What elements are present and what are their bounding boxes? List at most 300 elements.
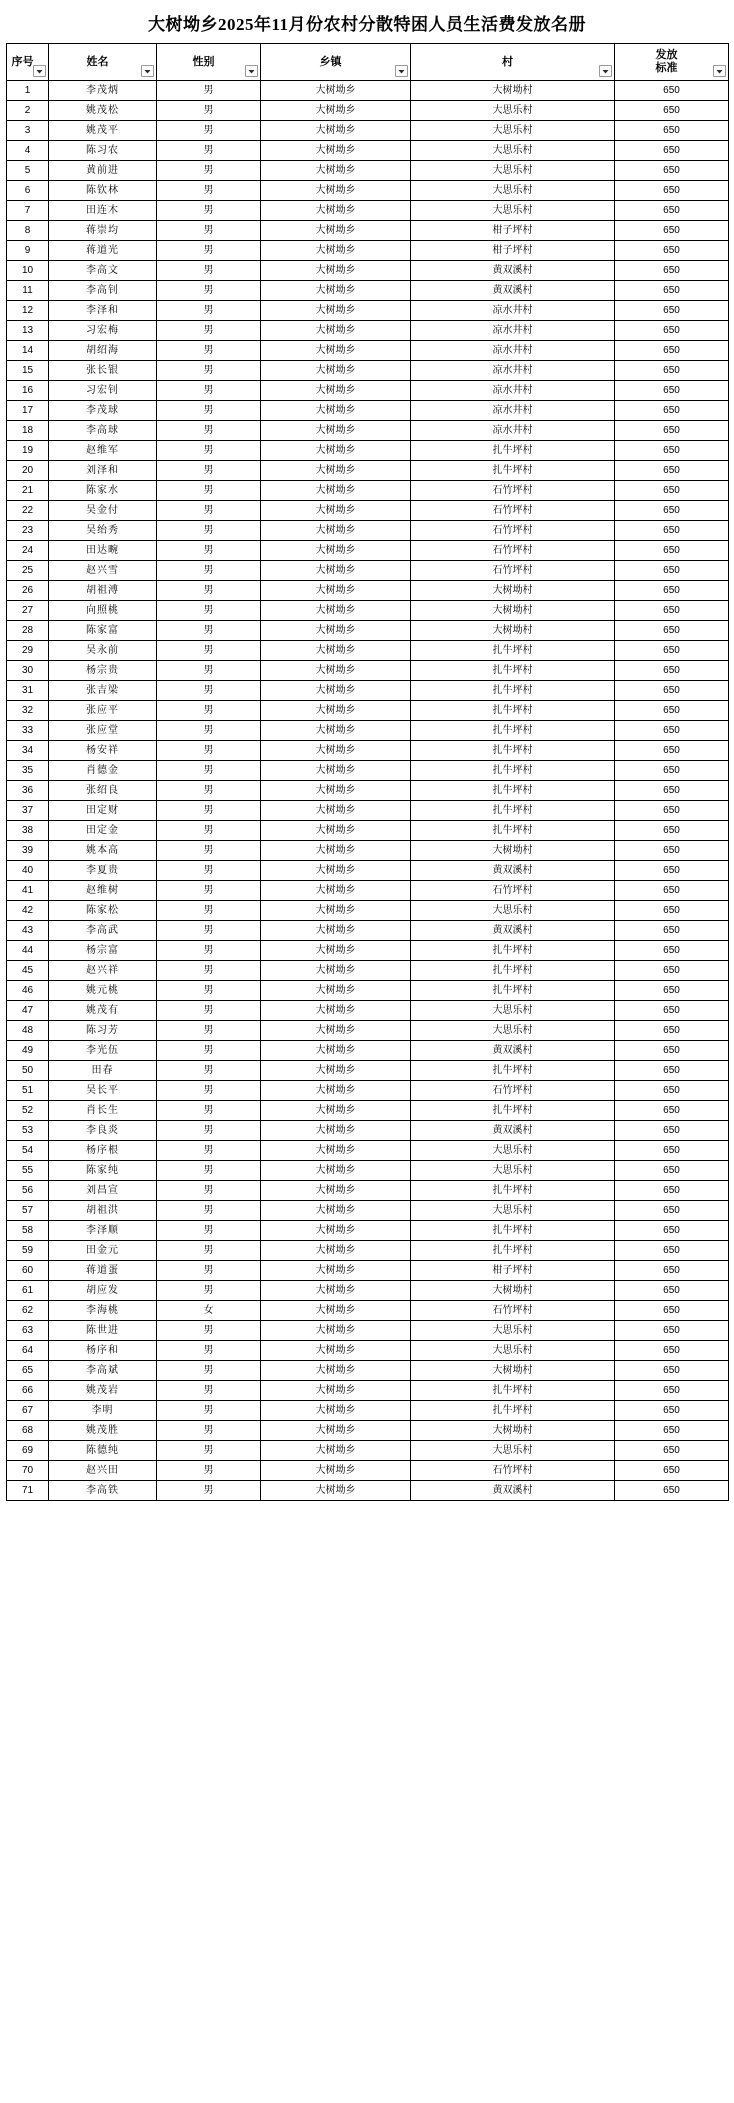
cell-seq[interactable]: 64 (7, 1341, 49, 1361)
cell-vill[interactable]: 扎牛坪村 (411, 641, 615, 661)
cell-town[interactable]: 大树坳乡 (261, 1101, 411, 1121)
table-row[interactable] (7, 1481, 729, 1501)
table-row[interactable] (7, 1081, 729, 1101)
cell-town[interactable]: 大树坳乡 (261, 541, 411, 561)
cell-seq[interactable]: 43 (7, 921, 49, 941)
table-row[interactable] (7, 1001, 729, 1021)
cell-vill[interactable]: 大思乐村 (411, 161, 615, 181)
cell-town[interactable]: 大树坳乡 (261, 1161, 411, 1181)
cell-vill[interactable]: 大树坳村 (411, 621, 615, 641)
cell-name[interactable]: 姚茂松 (49, 101, 157, 121)
table-row[interactable] (7, 141, 729, 161)
cell-std[interactable]: 650 (615, 1081, 729, 1101)
cell-seq[interactable]: 46 (7, 981, 49, 1001)
cell-seq[interactable]: 65 (7, 1361, 49, 1381)
cell-town[interactable]: 大树坳乡 (261, 1341, 411, 1361)
cell-vill[interactable]: 柑子坪村 (411, 221, 615, 241)
cell-name[interactable]: 李明 (49, 1401, 157, 1421)
cell-seq[interactable]: 7 (7, 201, 49, 221)
table-row[interactable] (7, 1361, 729, 1381)
cell-town[interactable]: 大树坳乡 (261, 1361, 411, 1381)
cell-std[interactable]: 650 (615, 541, 729, 561)
cell-seq[interactable]: 59 (7, 1241, 49, 1261)
cell-seq[interactable]: 68 (7, 1421, 49, 1441)
cell-name[interactable]: 李高球 (49, 421, 157, 441)
cell-seq[interactable]: 37 (7, 801, 49, 821)
table-row[interactable] (7, 681, 729, 701)
cell-sex[interactable]: 男 (157, 1181, 261, 1201)
cell-std[interactable]: 650 (615, 521, 729, 541)
cell-vill[interactable]: 黄双溪村 (411, 861, 615, 881)
cell-name[interactable]: 陈钦林 (49, 181, 157, 201)
cell-sex[interactable]: 男 (157, 921, 261, 941)
cell-town[interactable]: 大树坳乡 (261, 761, 411, 781)
cell-town[interactable]: 大树坳乡 (261, 1261, 411, 1281)
cell-town[interactable]: 大树坳乡 (261, 1241, 411, 1261)
cell-sex[interactable]: 男 (157, 1441, 261, 1461)
cell-name[interactable]: 李光伍 (49, 1041, 157, 1061)
cell-vill[interactable]: 大树坳村 (411, 81, 615, 101)
cell-town[interactable]: 大树坳乡 (261, 361, 411, 381)
cell-sex[interactable]: 男 (157, 1221, 261, 1241)
cell-std[interactable]: 650 (615, 1321, 729, 1341)
cell-seq[interactable]: 33 (7, 721, 49, 741)
cell-seq[interactable]: 2 (7, 101, 49, 121)
cell-sex[interactable]: 男 (157, 621, 261, 641)
cell-seq[interactable]: 62 (7, 1301, 49, 1321)
cell-name[interactable]: 习宏梅 (49, 321, 157, 341)
cell-name[interactable]: 刘昌宣 (49, 1181, 157, 1201)
cell-std[interactable]: 650 (615, 181, 729, 201)
cell-name[interactable]: 刘泽和 (49, 461, 157, 481)
cell-name[interactable]: 陈家富 (49, 621, 157, 641)
cell-town[interactable]: 大树坳乡 (261, 81, 411, 101)
cell-name[interactable]: 陈习芳 (49, 1021, 157, 1041)
cell-sex[interactable]: 男 (157, 401, 261, 421)
cell-sex[interactable]: 男 (157, 1061, 261, 1081)
cell-name[interactable]: 田金元 (49, 1241, 157, 1261)
cell-std[interactable]: 650 (615, 321, 729, 341)
cell-sex[interactable]: 男 (157, 1401, 261, 1421)
table-row[interactable] (7, 881, 729, 901)
cell-sex[interactable]: 男 (157, 221, 261, 241)
cell-vill[interactable]: 扎牛坪村 (411, 1401, 615, 1421)
cell-seq[interactable]: 13 (7, 321, 49, 341)
cell-sex[interactable]: 男 (157, 801, 261, 821)
filter-dropdown-icon[interactable] (33, 65, 46, 77)
cell-name[interactable]: 杨序根 (49, 1141, 157, 1161)
table-row[interactable] (7, 901, 729, 921)
cell-seq[interactable]: 50 (7, 1061, 49, 1081)
cell-name[interactable]: 陈习农 (49, 141, 157, 161)
cell-std[interactable]: 650 (615, 1421, 729, 1441)
cell-std[interactable]: 650 (615, 761, 729, 781)
table-row[interactable] (7, 161, 729, 181)
cell-name[interactable]: 赵兴田 (49, 1461, 157, 1481)
cell-std[interactable]: 650 (615, 701, 729, 721)
cell-seq[interactable]: 40 (7, 861, 49, 881)
cell-std[interactable]: 650 (615, 361, 729, 381)
cell-town[interactable]: 大树坳乡 (261, 901, 411, 921)
cell-std[interactable]: 650 (615, 721, 729, 741)
cell-name[interactable]: 姚本高 (49, 841, 157, 861)
cell-name[interactable]: 吴永前 (49, 641, 157, 661)
cell-vill[interactable]: 大思乐村 (411, 101, 615, 121)
cell-sex[interactable]: 男 (157, 541, 261, 561)
table-row[interactable] (7, 321, 729, 341)
cell-sex[interactable]: 男 (157, 301, 261, 321)
table-row[interactable] (7, 481, 729, 501)
cell-sex[interactable]: 女 (157, 1301, 261, 1321)
cell-town[interactable]: 大树坳乡 (261, 641, 411, 661)
cell-sex[interactable]: 男 (157, 661, 261, 681)
cell-std[interactable]: 650 (615, 1341, 729, 1361)
cell-town[interactable]: 大树坳乡 (261, 141, 411, 161)
cell-seq[interactable]: 41 (7, 881, 49, 901)
table-row[interactable] (7, 1321, 729, 1341)
cell-std[interactable]: 650 (615, 861, 729, 881)
cell-std[interactable]: 650 (615, 441, 729, 461)
cell-seq[interactable]: 5 (7, 161, 49, 181)
table-row[interactable] (7, 721, 729, 741)
table-row[interactable] (7, 581, 729, 601)
table-row[interactable] (7, 701, 729, 721)
cell-vill[interactable]: 扎牛坪村 (411, 461, 615, 481)
cell-vill[interactable]: 柑子坪村 (411, 1261, 615, 1281)
cell-seq[interactable]: 14 (7, 341, 49, 361)
cell-name[interactable]: 吴金付 (49, 501, 157, 521)
cell-std[interactable]: 650 (615, 1381, 729, 1401)
table-row[interactable] (7, 421, 729, 441)
cell-name[interactable]: 李泽顺 (49, 1221, 157, 1241)
cell-std[interactable]: 650 (615, 1161, 729, 1181)
cell-seq[interactable]: 23 (7, 521, 49, 541)
cell-seq[interactable]: 35 (7, 761, 49, 781)
cell-seq[interactable]: 24 (7, 541, 49, 561)
cell-std[interactable]: 650 (615, 141, 729, 161)
column-header-vill[interactable] (411, 44, 615, 81)
cell-town[interactable]: 大树坳乡 (261, 101, 411, 121)
table-row[interactable] (7, 781, 729, 801)
cell-vill[interactable]: 扎牛坪村 (411, 741, 615, 761)
cell-seq[interactable]: 15 (7, 361, 49, 381)
table-row[interactable] (7, 201, 729, 221)
table-row[interactable] (7, 1101, 729, 1121)
table-row[interactable] (7, 1221, 729, 1241)
cell-name[interactable]: 赵维军 (49, 441, 157, 461)
cell-sex[interactable]: 男 (157, 1341, 261, 1361)
cell-std[interactable]: 650 (615, 661, 729, 681)
cell-town[interactable]: 大树坳乡 (261, 441, 411, 461)
cell-seq[interactable]: 67 (7, 1401, 49, 1421)
cell-seq[interactable]: 10 (7, 261, 49, 281)
cell-seq[interactable]: 36 (7, 781, 49, 801)
cell-name[interactable]: 赵兴祥 (49, 961, 157, 981)
cell-sex[interactable]: 男 (157, 981, 261, 1001)
cell-name[interactable]: 杨安祥 (49, 741, 157, 761)
cell-sex[interactable]: 男 (157, 1001, 261, 1021)
table-row[interactable] (7, 1461, 729, 1481)
cell-vill[interactable]: 黄双溪村 (411, 1041, 615, 1061)
cell-std[interactable]: 650 (615, 481, 729, 501)
cell-town[interactable]: 大树坳乡 (261, 841, 411, 861)
cell-town[interactable]: 大树坳乡 (261, 1461, 411, 1481)
cell-std[interactable]: 650 (615, 161, 729, 181)
table-row[interactable] (7, 921, 729, 941)
cell-vill[interactable]: 凉水井村 (411, 301, 615, 321)
cell-seq[interactable]: 12 (7, 301, 49, 321)
cell-vill[interactable]: 扎牛坪村 (411, 721, 615, 741)
cell-town[interactable]: 大树坳乡 (261, 861, 411, 881)
table-row[interactable] (7, 1401, 729, 1421)
cell-vill[interactable]: 大思乐村 (411, 201, 615, 221)
cell-seq[interactable]: 25 (7, 561, 49, 581)
cell-vill[interactable]: 大思乐村 (411, 181, 615, 201)
cell-sex[interactable]: 男 (157, 1121, 261, 1141)
cell-std[interactable]: 650 (615, 801, 729, 821)
table-row[interactable] (7, 1241, 729, 1261)
cell-vill[interactable]: 石竹坪村 (411, 881, 615, 901)
cell-name[interactable]: 姚元桃 (49, 981, 157, 1001)
cell-town[interactable]: 大树坳乡 (261, 501, 411, 521)
table-row[interactable] (7, 961, 729, 981)
cell-vill[interactable]: 扎牛坪村 (411, 801, 615, 821)
cell-std[interactable]: 650 (615, 221, 729, 241)
cell-town[interactable]: 大树坳乡 (261, 121, 411, 141)
cell-sex[interactable]: 男 (157, 641, 261, 661)
cell-town[interactable]: 大树坳乡 (261, 1181, 411, 1201)
cell-name[interactable]: 姚茂有 (49, 1001, 157, 1021)
cell-name[interactable]: 李茂炳 (49, 81, 157, 101)
cell-sex[interactable]: 男 (157, 1261, 261, 1281)
cell-vill[interactable]: 扎牛坪村 (411, 961, 615, 981)
cell-sex[interactable]: 男 (157, 1041, 261, 1061)
cell-town[interactable]: 大树坳乡 (261, 621, 411, 641)
cell-std[interactable]: 650 (615, 1441, 729, 1461)
cell-seq[interactable]: 45 (7, 961, 49, 981)
cell-vill[interactable]: 扎牛坪村 (411, 1381, 615, 1401)
table-row[interactable] (7, 741, 729, 761)
cell-std[interactable]: 650 (615, 961, 729, 981)
cell-seq[interactable]: 21 (7, 481, 49, 501)
cell-sex[interactable]: 男 (157, 1141, 261, 1161)
cell-vill[interactable]: 扎牛坪村 (411, 781, 615, 801)
cell-std[interactable]: 650 (615, 781, 729, 801)
cell-vill[interactable]: 大树坳村 (411, 581, 615, 601)
cell-std[interactable]: 650 (615, 681, 729, 701)
cell-seq[interactable]: 1 (7, 81, 49, 101)
table-row[interactable] (7, 841, 729, 861)
cell-seq[interactable]: 28 (7, 621, 49, 641)
cell-sex[interactable]: 男 (157, 1241, 261, 1261)
table-row[interactable] (7, 221, 729, 241)
cell-seq[interactable]: 47 (7, 1001, 49, 1021)
table-row[interactable] (7, 1421, 729, 1441)
cell-sex[interactable]: 男 (157, 121, 261, 141)
cell-sex[interactable]: 男 (157, 1461, 261, 1481)
cell-vill[interactable]: 凉水井村 (411, 421, 615, 441)
cell-std[interactable]: 650 (615, 561, 729, 581)
cell-seq[interactable]: 34 (7, 741, 49, 761)
table-row[interactable] (7, 601, 729, 621)
cell-sex[interactable]: 男 (157, 821, 261, 841)
cell-vill[interactable]: 石竹坪村 (411, 501, 615, 521)
cell-seq[interactable]: 42 (7, 901, 49, 921)
cell-vill[interactable]: 凉水井村 (411, 381, 615, 401)
table-row[interactable] (7, 261, 729, 281)
cell-seq[interactable]: 4 (7, 141, 49, 161)
cell-name[interactable]: 吴绐秀 (49, 521, 157, 541)
cell-std[interactable]: 650 (615, 501, 729, 521)
cell-std[interactable]: 650 (615, 1001, 729, 1021)
cell-vill[interactable]: 柑子坪村 (411, 241, 615, 261)
cell-std[interactable]: 650 (615, 581, 729, 601)
cell-sex[interactable]: 男 (157, 681, 261, 701)
cell-sex[interactable]: 男 (157, 441, 261, 461)
cell-sex[interactable]: 男 (157, 1021, 261, 1041)
cell-seq[interactable]: 39 (7, 841, 49, 861)
cell-std[interactable]: 650 (615, 1281, 729, 1301)
cell-std[interactable]: 650 (615, 901, 729, 921)
cell-town[interactable]: 大树坳乡 (261, 941, 411, 961)
cell-name[interactable]: 胡祖洪 (49, 1201, 157, 1221)
cell-vill[interactable]: 扎牛坪村 (411, 981, 615, 1001)
cell-town[interactable]: 大树坳乡 (261, 1481, 411, 1501)
cell-seq[interactable]: 6 (7, 181, 49, 201)
cell-seq[interactable]: 52 (7, 1101, 49, 1121)
cell-std[interactable]: 650 (615, 1041, 729, 1061)
cell-std[interactable]: 650 (615, 121, 729, 141)
table-row[interactable] (7, 1301, 729, 1321)
cell-sex[interactable]: 男 (157, 1481, 261, 1501)
cell-vill[interactable]: 大思乐村 (411, 901, 615, 921)
cell-vill[interactable]: 凉水井村 (411, 341, 615, 361)
cell-sex[interactable]: 男 (157, 361, 261, 381)
table-row[interactable] (7, 801, 729, 821)
cell-name[interactable]: 李高铁 (49, 1481, 157, 1501)
cell-town[interactable]: 大树坳乡 (261, 1121, 411, 1141)
cell-name[interactable]: 李泽和 (49, 301, 157, 321)
cell-name[interactable]: 杨序和 (49, 1341, 157, 1361)
cell-vill[interactable]: 石竹坪村 (411, 1081, 615, 1101)
table-row[interactable] (7, 661, 729, 681)
cell-std[interactable]: 650 (615, 1121, 729, 1141)
cell-name[interactable]: 杨宗富 (49, 941, 157, 961)
cell-sex[interactable]: 男 (157, 201, 261, 221)
column-header-name[interactable] (49, 44, 157, 81)
cell-vill[interactable]: 大树坳村 (411, 601, 615, 621)
cell-name[interactable]: 陈世进 (49, 1321, 157, 1341)
cell-sex[interactable]: 男 (157, 941, 261, 961)
cell-std[interactable]: 650 (615, 1021, 729, 1041)
cell-town[interactable]: 大树坳乡 (261, 661, 411, 681)
table-row[interactable] (7, 101, 729, 121)
cell-vill[interactable]: 黄双溪村 (411, 1121, 615, 1141)
cell-std[interactable]: 650 (615, 1241, 729, 1261)
cell-seq[interactable]: 32 (7, 701, 49, 721)
cell-std[interactable]: 650 (615, 461, 729, 481)
cell-vill[interactable]: 大思乐村 (411, 1141, 615, 1161)
cell-seq[interactable]: 56 (7, 1181, 49, 1201)
cell-town[interactable]: 大树坳乡 (261, 1281, 411, 1301)
cell-seq[interactable]: 60 (7, 1261, 49, 1281)
table-row[interactable] (7, 861, 729, 881)
cell-town[interactable]: 大树坳乡 (261, 181, 411, 201)
cell-town[interactable]: 大树坳乡 (261, 881, 411, 901)
cell-std[interactable]: 650 (615, 381, 729, 401)
cell-std[interactable]: 650 (615, 621, 729, 641)
cell-sex[interactable]: 男 (157, 701, 261, 721)
cell-name[interactable]: 陈家水 (49, 481, 157, 501)
cell-town[interactable]: 大树坳乡 (261, 961, 411, 981)
cell-seq[interactable]: 71 (7, 1481, 49, 1501)
table-row[interactable] (7, 281, 729, 301)
cell-town[interactable]: 大树坳乡 (261, 921, 411, 941)
cell-name[interactable]: 陈家松 (49, 901, 157, 921)
cell-sex[interactable]: 男 (157, 1281, 261, 1301)
cell-town[interactable]: 大树坳乡 (261, 781, 411, 801)
cell-std[interactable]: 650 (615, 1301, 729, 1321)
table-row[interactable] (7, 761, 729, 781)
cell-town[interactable]: 大树坳乡 (261, 481, 411, 501)
cell-sex[interactable]: 男 (157, 561, 261, 581)
table-row[interactable] (7, 1041, 729, 1061)
cell-seq[interactable]: 29 (7, 641, 49, 661)
cell-town[interactable]: 大树坳乡 (261, 801, 411, 821)
column-header-sex[interactable] (157, 44, 261, 81)
cell-seq[interactable]: 66 (7, 1381, 49, 1401)
cell-std[interactable]: 650 (615, 1181, 729, 1201)
table-row[interactable] (7, 381, 729, 401)
cell-name[interactable]: 赵兴雪 (49, 561, 157, 581)
cell-vill[interactable]: 石竹坪村 (411, 481, 615, 501)
table-row[interactable] (7, 401, 729, 421)
cell-vill[interactable]: 大树坳村 (411, 1281, 615, 1301)
cell-sex[interactable]: 男 (157, 181, 261, 201)
table-row[interactable] (7, 1441, 729, 1461)
cell-std[interactable]: 650 (615, 401, 729, 421)
cell-name[interactable]: 李高文 (49, 261, 157, 281)
cell-name[interactable]: 习宏钊 (49, 381, 157, 401)
cell-sex[interactable]: 男 (157, 101, 261, 121)
cell-name[interactable]: 田连木 (49, 201, 157, 221)
table-row[interactable] (7, 301, 729, 321)
cell-vill[interactable]: 凉水井村 (411, 361, 615, 381)
cell-seq[interactable]: 3 (7, 121, 49, 141)
table-row[interactable] (7, 561, 729, 581)
cell-seq[interactable]: 70 (7, 1461, 49, 1481)
cell-name[interactable]: 李高武 (49, 921, 157, 941)
cell-std[interactable]: 650 (615, 201, 729, 221)
cell-name[interactable]: 张长银 (49, 361, 157, 381)
cell-sex[interactable]: 男 (157, 141, 261, 161)
cell-seq[interactable]: 48 (7, 1021, 49, 1041)
cell-seq[interactable]: 55 (7, 1161, 49, 1181)
cell-sex[interactable]: 男 (157, 1421, 261, 1441)
cell-seq[interactable]: 8 (7, 221, 49, 241)
cell-name[interactable]: 李良炎 (49, 1121, 157, 1141)
cell-name[interactable]: 杨宗贵 (49, 661, 157, 681)
cell-vill[interactable]: 凉水井村 (411, 321, 615, 341)
cell-town[interactable]: 大树坳乡 (261, 281, 411, 301)
table-row[interactable] (7, 541, 729, 561)
cell-sex[interactable]: 男 (157, 601, 261, 621)
cell-vill[interactable]: 黄双溪村 (411, 281, 615, 301)
cell-seq[interactable]: 30 (7, 661, 49, 681)
cell-std[interactable]: 650 (615, 81, 729, 101)
cell-sex[interactable]: 男 (157, 1361, 261, 1381)
cell-vill[interactable]: 扎牛坪村 (411, 1181, 615, 1201)
